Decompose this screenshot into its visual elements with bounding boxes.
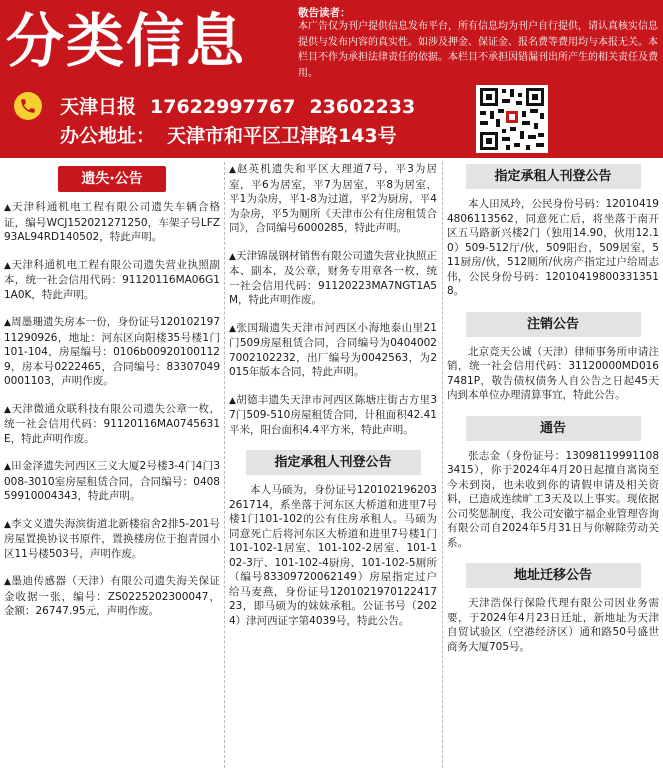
section-title-tenant-notice: 指定承租人刊登公告: [466, 164, 641, 189]
section-title-relocation-notice: 地址迁移公告: [466, 563, 641, 588]
column-divider: [224, 162, 225, 768]
section-title-tenant-notice: 指定承租人刊登公告: [246, 450, 421, 475]
list-item: ▲赵英机遗失和平区大理道7号，平3为居室，平6为居室，平7为居室，平8为居室，平1为杂房，平1-8为过道，平2为厨房，平4为杂房，平5为厕所《天津市公有住房租赁合同》，合同编号6000285，特此声明。: [229, 163, 437, 234]
reader-notice-title: 敬告读者：: [298, 7, 351, 19]
list-item: ▲田金泽遗失河西区三义大厦2号楼3-4门4门3008-3010室房屋租赁合同，合同编号：040859910004343，特此声明。: [4, 460, 220, 502]
phone-icon: [14, 92, 42, 120]
list-item: ▲天津科通机电工程有限公司遗失车辆合格证，编号WCJ152021271250，车架子号LFZ93AL94RD140502，特此声明。: [4, 201, 220, 243]
section-title-announcement: 通告: [466, 416, 641, 441]
section-title-cancellation-notice: 注销公告: [466, 312, 641, 337]
column-lost-notices: [4, 162, 220, 768]
column-mixed-notices: [229, 162, 437, 768]
list-item: ▲李文义遗失海滨街道北新楼宿舍2排5-201号房屋置换协议书原件，置换楼房位于抱青园小区11号楼503号，声明作废。: [4, 517, 220, 560]
tenant-notice-body: 本人马硕为，身份证号120102196203261714，系坐落于河东区大桥道和进里7号楼1门101-102的公有住房承租人。马硕为同意死亡后将河东区大桥道和进里7号楼1门101-102-1居室、101-102-2居室、101-102-3厅、101-102-4厨房、101-102-5厕所（编号83309720062149）房屋指定过户给马麦燕，身份证号120102197012241723，即马硕为的妹妹承租。公证书号（2024）津河西证字第4039号，特此公告。: [229, 484, 437, 627]
address-label: 办公地址：: [60, 125, 156, 147]
list-item: ▲墨迪传感器（天津）有限公司遗失海关保证金收据一张，编号：ZS0225202300047，金额：26747.95元，声明作废。: [4, 575, 220, 617]
paper-name: 天津日报: [60, 96, 137, 118]
list-item: ▲张国瑞遗失天津市河西区小海地泰山里21门509房屋租赁合同，合同编号为04040027002102232，出厂编号为0042563，为2015年版本合同，特此声明。: [229, 321, 437, 378]
list-item: ▲周墨珊遗失房本一份，身份证号12010219711290926，地址：河东区向阳楼35号楼1门101-104，房屋编号：0106b009201001129，房本号0222465，合同编号：8330704900011​03，声明作废。: [4, 316, 220, 387]
list-item: ▲天津锦晟钢材销售有限公司遗失营业执照正本、副本，及公章，财务专用章各一枚，统一社会信用代码：91120223MA7NGT1A5M，特此声明作废。: [229, 249, 437, 306]
column-public-notices: [447, 162, 659, 768]
header-banner: [0, 0, 663, 158]
phone-number-2: 23602233: [309, 96, 416, 118]
contact-line: [60, 92, 429, 119]
tenant-notice-body: 本人田凤玲，公民身份号码：120104194806113562，同意死亡后，将坐落于南开区五马路新兴楼2门（独用14.90，伙用12.10）509-512厅/伙，509阳台，509居室，511厨房/伙，512厕所/伙房产指定过户给周志伟，公民身份号码：120104198003313518。: [447, 198, 659, 297]
masthead-title: 分类信息: [6, 7, 247, 75]
list-item: ▲天津微通众联科技有限公司遗失公章一枚，统一社会信用代码：91120116MA0745631E，特此声明作废。: [4, 402, 220, 445]
phone-number-1: 17622997767: [150, 96, 296, 118]
address-line: [60, 121, 397, 148]
list-item: ▲胡德丰遗失天津市河西区陈塘庄街古方里37门509-510房屋租赁合同，计租面积42.41平米，阳台面积4.4平方米，特此声明。: [229, 393, 437, 436]
qr-code-icon: [476, 85, 548, 153]
section-title-lost-notice: 遗失·公告: [58, 166, 166, 192]
cancellation-notice-body: 北京竞天公诚（天津）律师事务所申请注销，统一社会信用代码：31120000MD0167481P，敬告债权债务人自公告之日起45天内到本单位办理清算事宜，特此公告。: [447, 345, 659, 401]
relocation-notice-body: 天津浩保行保险代理有限公司因业务需要，于2024年4月23日迁址，新地址为天津自贸试验区（空港经济区）通和路50号盛世商务大厦705号。: [447, 597, 659, 653]
office-address: 天津市和平区卫津路143号: [167, 125, 397, 147]
list-item: ▲天津科通机电工程有限公司遗失营业执照副本，统一社会信用代码：91120116MA06G11A0K，特此声明。: [4, 258, 220, 301]
announcement-body: 张志金（身份证号：130981199911083415），你于2024年4月20日起擅自离岗至今未到岗，也未收到你的请假申请及相关资料，已造成连续旷工3天及以上事实。现依据公司奖惩制度，我公司安徽宇福企业管理咨询有限公司自2024年5月31日与你解除劳动关系。: [447, 449, 659, 549]
reader-notice-body: 本广告仅为刊户提供信息发布平台，所有信息均为刊户自行提供，请认真核实信息提供与发布内容的真实性。如涉及押金、保证金、报名费等费用均与本报无关。本栏目不作为承担法律责任的依据。本栏目不承担因错漏刊出所产生的相关责任及费用。: [298, 21, 658, 79]
column-divider: [442, 162, 443, 768]
